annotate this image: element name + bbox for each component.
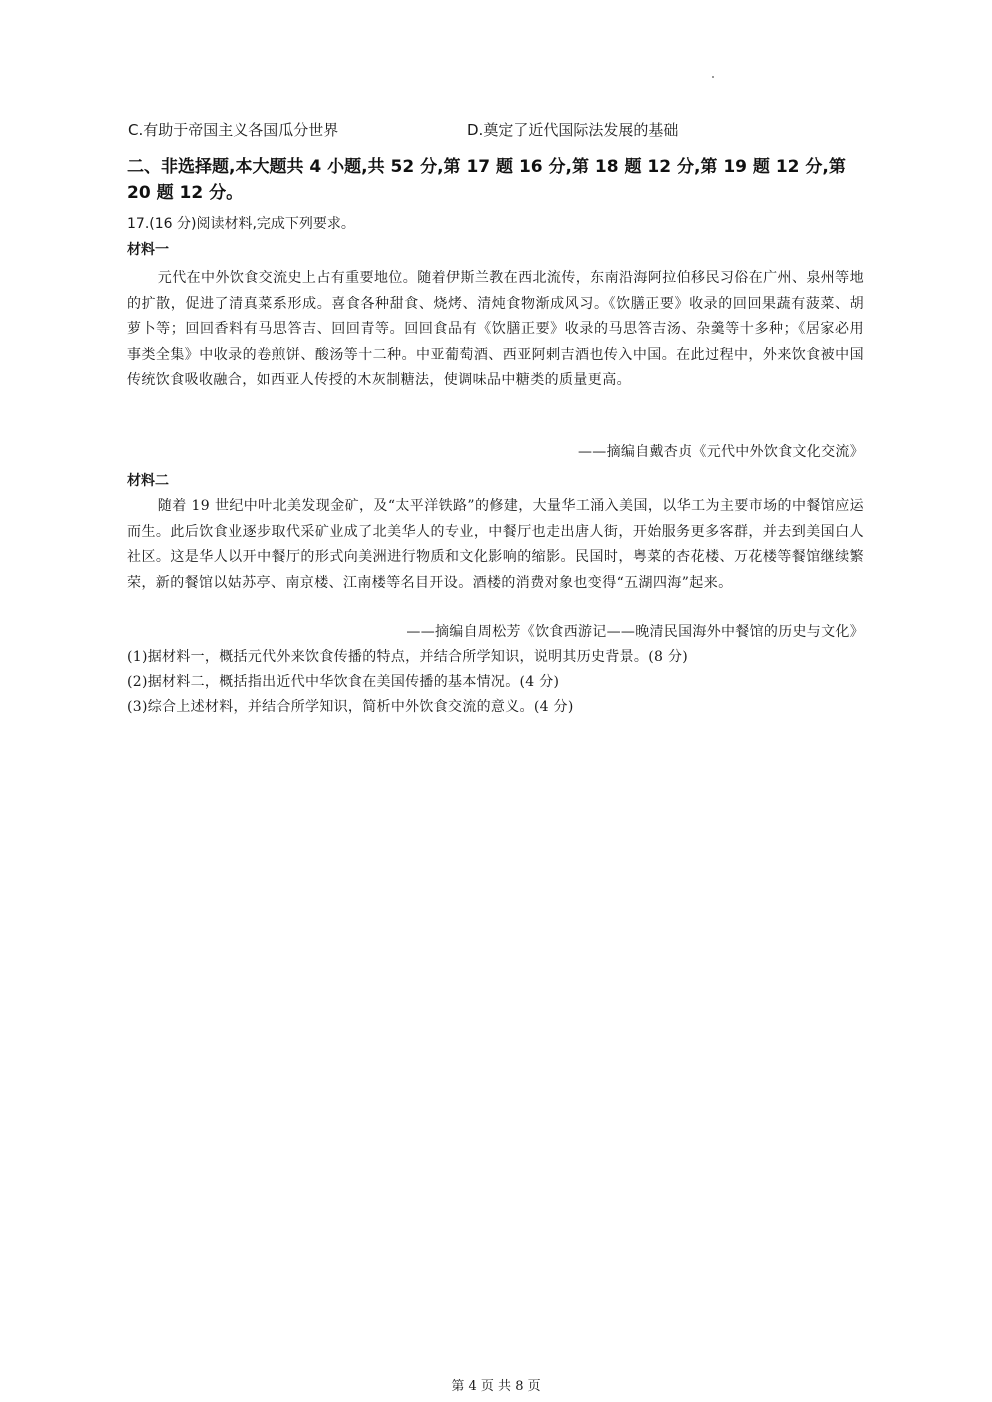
question-17-intro: 17.(16 分)阅读材料,完成下列要求。 [127, 216, 355, 232]
option-d: D.奠定了近代国际法发展的基础 [467, 121, 679, 139]
section-heading: 二、非选择题,本大题共 4 小题,共 52 分,第 17 题 16 分,第 18 题 12 分,第 19 题 12 分,第 20 题 12 分。 [127, 157, 846, 203]
material-1-source: ——摘编自戴杏贞《元代中外饮食文化交流》 [578, 444, 864, 460]
material-1-label: 材料一 [127, 242, 169, 258]
material-1-body: 元代在中外饮食交流史上占有重要地位。随着伊斯兰教在西北流传，东南沿海阿拉伯移民习俗在广州、泉州等地的扩散，促进了清真菜系形成。喜食各种甜食、烧烤、清炖食物渐成风习。《饮膳正要》收录的回回果蔬有菠菜、胡萝卜等；回回香料有马思答吉、回回青等。回回食品有《饮膳正要》收录的马思答吉汤、杂羹等十多种；《居家必用事类全集》中收录的卷煎饼、酸汤等十二种。中亚葡萄酒、西亚阿剌吉酒也传入中国。在此过程中，外来饮食被中国传统饮食吸收融合，如西亚人传授的木灰制糖法，使调味品中糖类的质量更高。 [127, 270, 864, 389]
scan-speck [712, 76, 714, 78]
material-2-source: ——摘编自周松芳《饮食西游记——晚清民国海外中餐馆的历史与文化》 [406, 624, 864, 640]
sub-question-3: (3)综合上述材料，并结合所学知识，简析中外饮食交流的意义。(4 分) [127, 699, 574, 715]
sub-questions [127, 645, 869, 720]
option-c: C.有助于帝国主义各国瓜分世界 [128, 121, 339, 139]
sub-question-2: (2)据材料二，概括指出近代中华饮食在美国传播的基本情况。(4 分) [127, 674, 560, 690]
material-2-label: 材料二 [127, 473, 169, 489]
material-2-body: 随着 19 世纪中叶北美发现金矿，及“太平洋铁路”的修建，大量华工涌入美国，以华工为主要市场的中餐馆应运而生。此后饮食业逐步取代采矿业成了北美华人的专业，中餐厅也走出唐人街，开始服务更多客群，并去到美国白人社区。这是华人以开中餐厅的形式向美洲进行物质和文化影响的缩影。民国时，粤菜的杏花楼、万花楼等餐馆继续繁荣，新的餐馆以姑苏亭、南京楼、江南楼等名目开设。酒楼的消费对象也变得“五湖四海”起来。 [127, 498, 864, 591]
page-number: 第 4 页 共 8 页 [451, 1379, 541, 1394]
sub-question-1: (1)据材料一，概括元代外来饮食传播的特点，并结合所学知识，说明其历史背景。(8 分) [127, 649, 689, 665]
